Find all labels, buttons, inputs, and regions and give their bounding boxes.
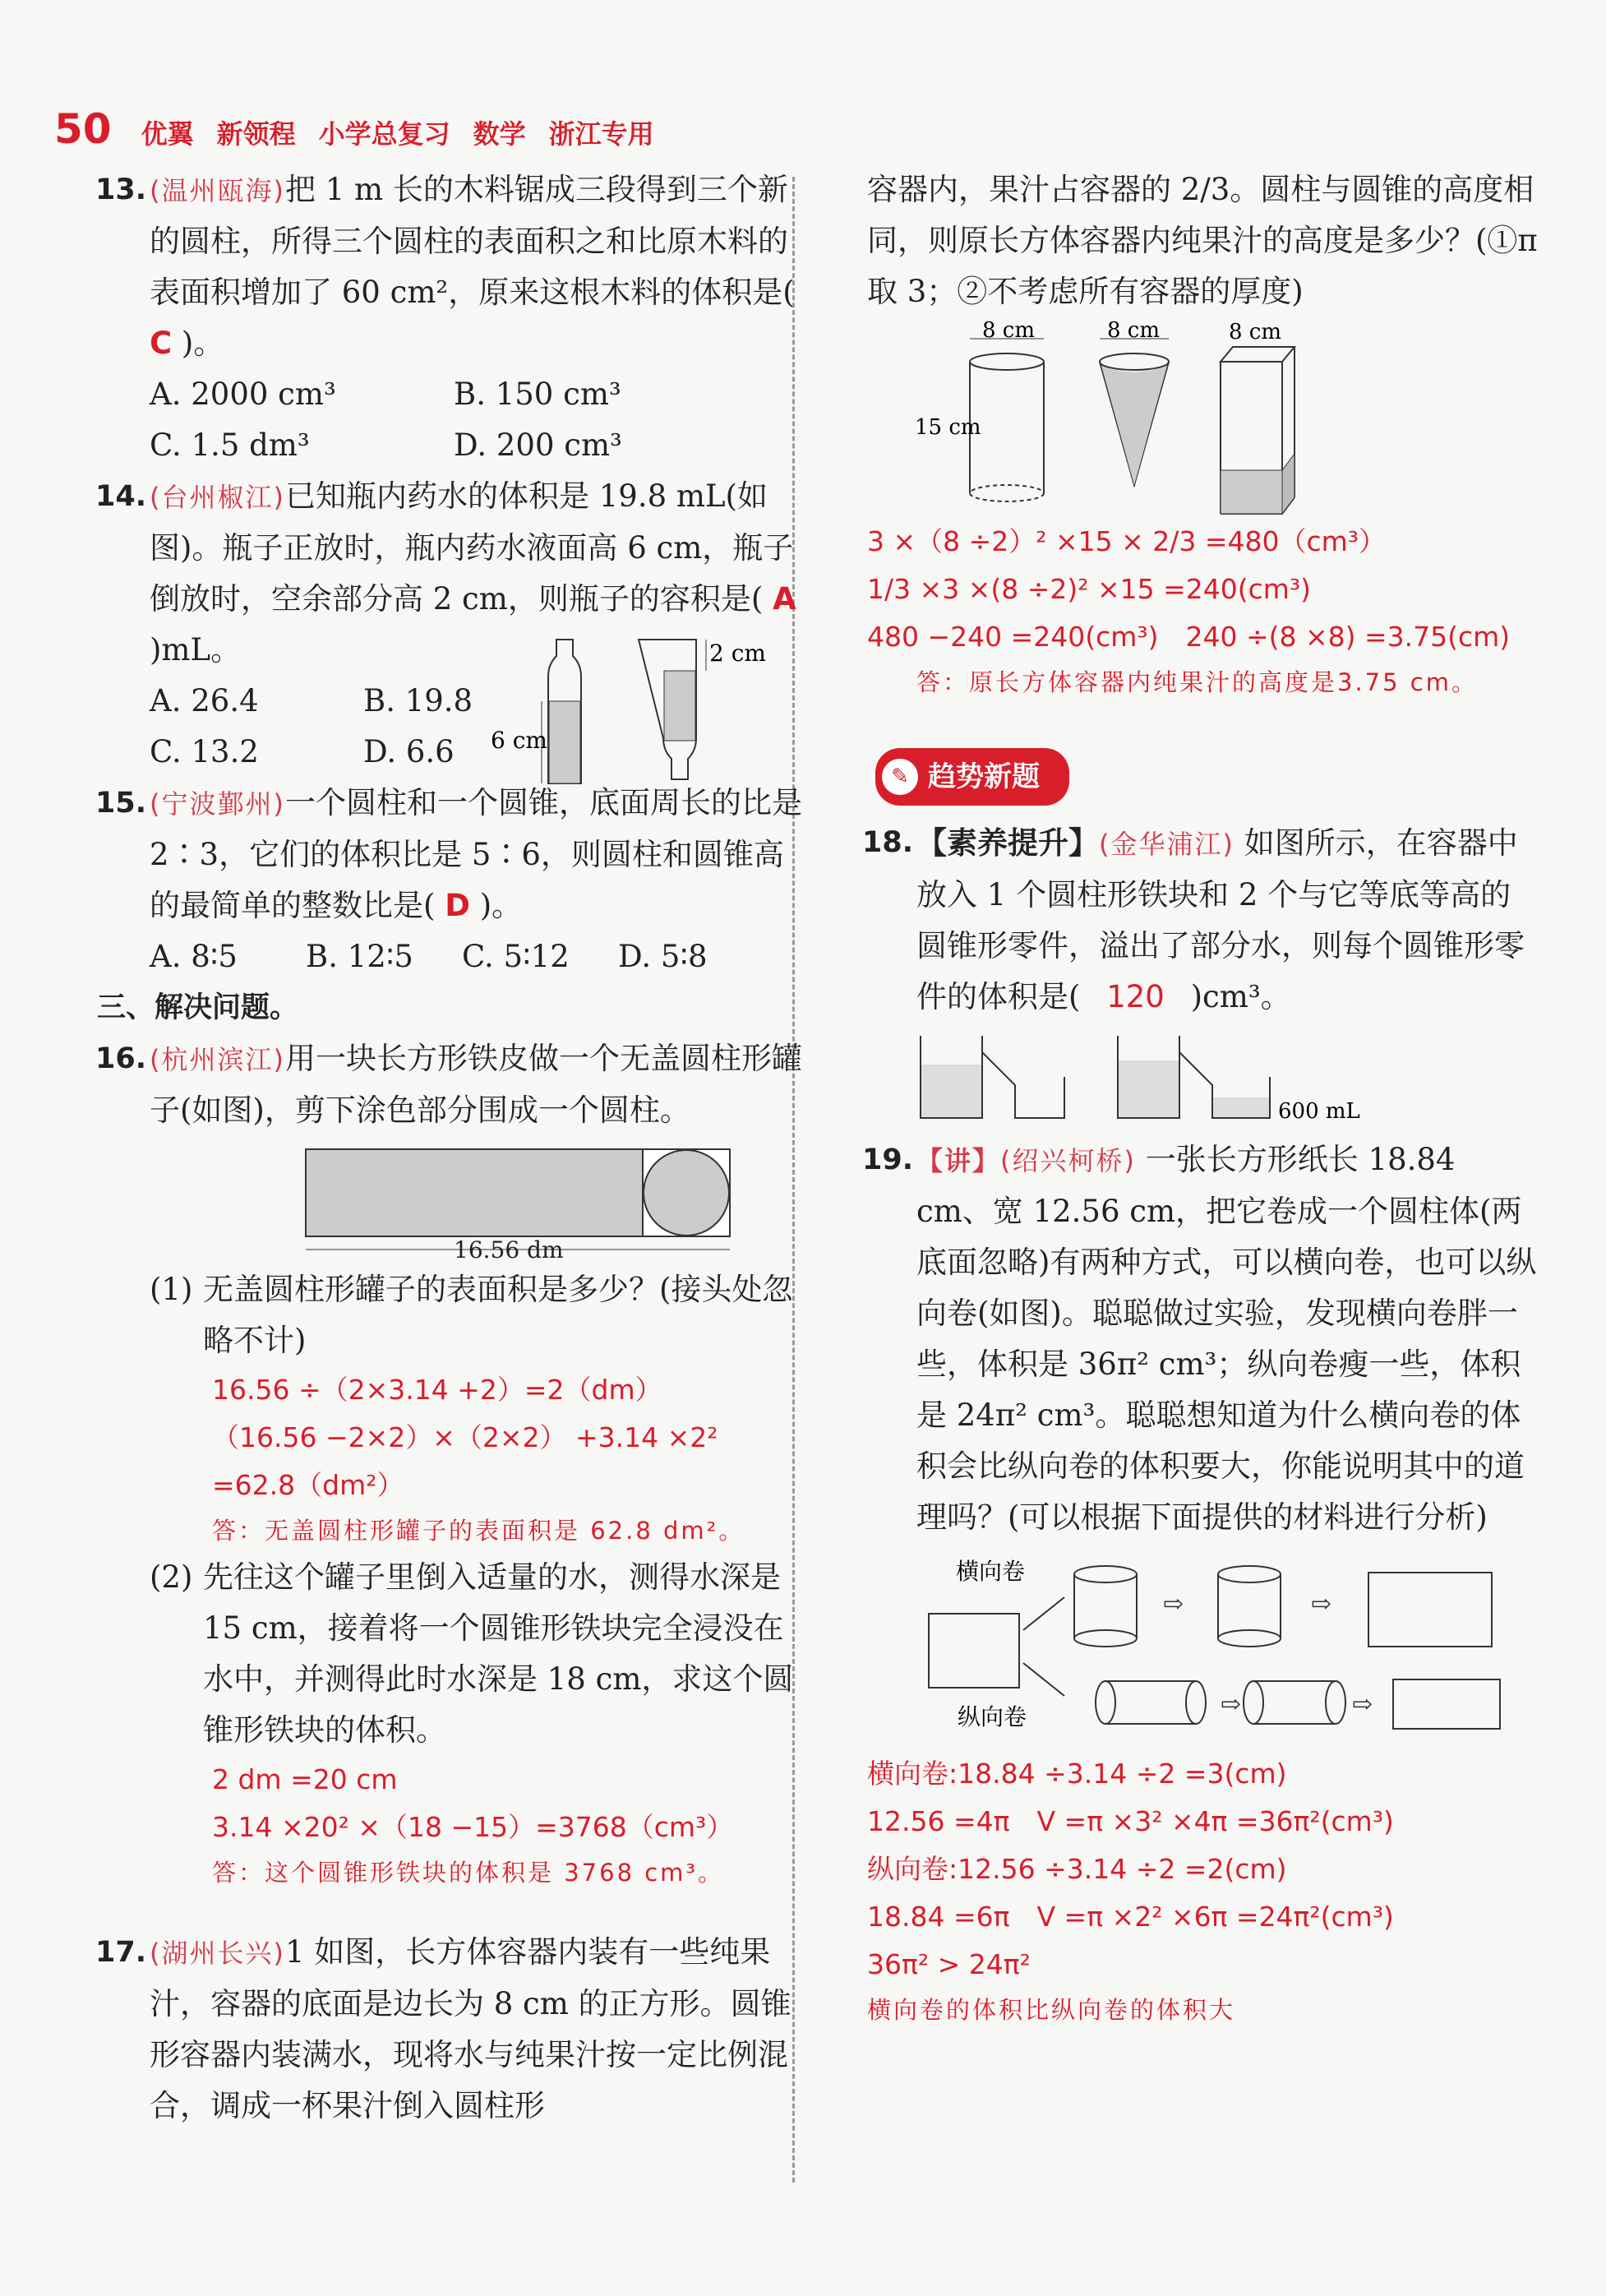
overflow-figure xyxy=(916,1028,1377,1126)
question-17-continued: 容器内，果汁占容器的 2/3。圆柱与圆锥的高度相同，则原长方体容器内纯果汁的高度是多少？(①π 取 3；②不考虑所有容器的厚度) xyxy=(867,172,1538,309)
bottle-figure xyxy=(491,631,795,788)
question-number: 19. xyxy=(862,1143,914,1176)
solution-line: 16.56 ÷（2×3.14 +2）=2（dm） xyxy=(212,1374,662,1406)
option-a: A. 26.4 xyxy=(150,683,259,718)
subquestion-text: 无盖圆柱形罐子的表面积是多少？(接头处忽略不计) xyxy=(203,1272,793,1358)
question-number: 17. xyxy=(95,1936,147,1969)
section-heading: 三、解决问题。 xyxy=(97,991,299,1024)
figure-label-height: 15 cm xyxy=(915,415,981,440)
option-b: B. 19.8 xyxy=(363,683,473,718)
sheet-figure xyxy=(298,1144,758,1263)
option-b: B. 150 cm³ xyxy=(454,377,621,412)
solution-line: 3.14 ×20² ×（18 −15）=3768（cm³） xyxy=(212,1811,734,1843)
answer: 120 xyxy=(1106,979,1165,1014)
question-text-end: )mL。 xyxy=(150,632,242,668)
option-a: A. 2000 cm³ xyxy=(150,377,336,412)
question-14-block xyxy=(95,471,807,778)
right-column xyxy=(862,164,1541,2031)
option-d: D. 5∶8 xyxy=(618,939,708,974)
header-item: 小学总复习 xyxy=(318,118,450,150)
question-source: (绍兴柯桥) xyxy=(1000,1145,1136,1176)
label-horizontal-roll: 横向卷 xyxy=(956,1558,1026,1585)
question-source: (湖州长兴) xyxy=(150,1938,285,1969)
question-number: 15. xyxy=(95,787,147,820)
question-number: 14. xyxy=(95,480,147,513)
solution-line: =62.8（dm²） xyxy=(212,1469,404,1501)
options xyxy=(100,369,807,420)
solution-line: 18.84 =6π V =π ×2² ×6π =24π²(cm³) xyxy=(867,1901,1394,1933)
solution-line: 36π² > 24π² xyxy=(867,1948,1031,1980)
trend-badge-pill xyxy=(875,748,1069,806)
trend-badge xyxy=(875,748,1541,806)
question-tag: 【讲】 xyxy=(916,1145,1001,1176)
subquestion-2 xyxy=(100,1552,807,1756)
option-c: C. 1.5 dm³ xyxy=(150,427,310,463)
question-number: 18. xyxy=(862,826,914,859)
trend-badge-label: 趋势新题 xyxy=(928,760,1040,793)
answer-sentence: 横向卷的体积比纵向卷的体积大 xyxy=(867,1996,1236,2024)
solution-line: 12.56 =4π V =π ×3² ×4π =36π²(cm³) xyxy=(867,1805,1394,1837)
option-c: C. 5∶12 xyxy=(462,939,570,974)
figure-label-6cm: 6 cm xyxy=(491,727,547,754)
question-13 xyxy=(95,164,807,369)
figure-label-length: 16.56 dm xyxy=(454,1236,564,1263)
question-source: (宁波鄞州) xyxy=(150,788,285,820)
answer: A xyxy=(773,581,796,617)
question-text: 已知瓶内药水的体积是 19.8 mL(如图)。瓶子正放时，瓶内药水液面高 6 cm，瓶子倒放时，空余部分高 2 cm，则瓶子的容积是( xyxy=(150,478,794,617)
book-icon: ✎ xyxy=(882,759,918,795)
solution-line: 横向卷:18.84 ÷3.14 ÷2 =3(cm) xyxy=(867,1758,1287,1790)
figure-label-box-side: 8 cm xyxy=(1229,320,1282,344)
figure-label-cone-diameter: 8 cm xyxy=(1107,318,1161,343)
page-number: 50 xyxy=(54,105,112,153)
question-tag: 【素养提升】 xyxy=(916,825,1099,861)
question-18 xyxy=(862,817,1541,1023)
question-text: 用一块长方形铁皮做一个无盖圆柱形罐子(如图)，剪下涂色部分围成一个圆柱。 xyxy=(150,1041,802,1128)
question-16 xyxy=(95,1033,807,1136)
figure-label-volume: 600 mL xyxy=(1278,1099,1360,1124)
question-text: 1 如图，长方体容器内装有一些纯果汁，容器的底面是边长为 8 cm 的正方形。圆锥形容器内装满水，现将水与纯果汁按一定比例混合，调成一杯果汁倒入圆柱形 xyxy=(150,1934,791,2123)
question-text: 如图所示，在容器中放入 1 个圆柱形铁块和 2 个与它等底等高的圆锥形零件，溢出了部分水，则每个圆锥形零件的体积是( xyxy=(916,825,1525,1014)
containers-figure xyxy=(915,318,1442,518)
answer: C xyxy=(150,326,173,361)
question-number: 13. xyxy=(95,173,147,206)
header-item: 新领程 xyxy=(216,118,296,150)
solution-line: 2 dm =20 cm xyxy=(212,1763,398,1795)
option-c: C. 13.2 xyxy=(150,734,259,769)
option-b: B. 12∶5 xyxy=(306,939,413,974)
svg-text:⇨: ⇨ xyxy=(1311,1590,1332,1619)
answer-sentence: 答：原长方体容器内纯果汁的高度是3.75 cm。 xyxy=(916,668,1478,696)
question-text-end: )cm³。 xyxy=(1190,979,1291,1014)
question-source: (金华浦江) xyxy=(1099,829,1234,860)
option-d: D. 6.6 xyxy=(363,734,455,769)
header-item: 浙江专用 xyxy=(548,118,654,150)
question-text-end: )。 xyxy=(479,888,523,923)
question-15 xyxy=(95,778,807,931)
solution-line: 纵向卷:12.56 ÷3.14 ÷2 =2(cm) xyxy=(867,1853,1287,1885)
header-item: 数学 xyxy=(473,118,526,150)
option-a: A. 8∶5 xyxy=(150,939,238,974)
answer-sentence: 答：无盖圆柱形罐子的表面积是 62.8 dm²。 xyxy=(212,1517,745,1545)
solution-line: （16.56 −2×2）×（2×2） +3.14 ×2² xyxy=(212,1421,718,1453)
question-source: (温州瓯海) xyxy=(150,175,285,206)
options xyxy=(100,931,807,982)
question-source: (杭州滨江) xyxy=(150,1044,285,1075)
figure-label-2cm: 2 cm xyxy=(709,640,766,667)
svg-text:⇨: ⇨ xyxy=(1221,1690,1242,1719)
answer-sentence: 答：这个圆锥形铁块的体积是 3768 cm³。 xyxy=(212,1859,725,1887)
question-source: (台州椒江) xyxy=(150,482,285,513)
solution-line: 3 ×（8 ÷2）² ×15 × 2/3 =480（cm³） xyxy=(867,525,1387,557)
svg-text:⇨: ⇨ xyxy=(1163,1590,1184,1619)
subquestion-number: (2) xyxy=(150,1559,193,1595)
subquestion-number: (1) xyxy=(150,1272,193,1307)
left-column xyxy=(95,164,807,2132)
figure-label-cylinder-diameter: 8 cm xyxy=(982,318,1036,343)
solution-line: 480 −240 =240(cm³) 240 ÷(8 ×8) =3.75(cm) xyxy=(867,621,1511,653)
rolling-figure xyxy=(925,1556,1549,1745)
question-text: 一个圆柱和一个圆锥，底面周长的比是 2∶3，它们的体积比是 5∶6，则圆柱和圆锥高的最简单的整数比是( xyxy=(150,785,802,923)
question-number: 16. xyxy=(95,1042,147,1075)
subquestion-text: 先往这个罐子里倒入适量的水，测得水深是 15 cm，接着将一个圆锥形铁块完全浸没在水中，并测得此时水深是 18 cm，求这个圆锥形铁块的体积。 xyxy=(203,1559,794,1748)
solution-16-2 xyxy=(100,1756,807,1894)
label-vertical-roll: 纵向卷 xyxy=(958,1703,1027,1730)
question-text: 把 1 m 长的木料锯成三段得到三个新的圆柱，所得三个圆柱的表面积之和比原木料的表面积增加了 60 cm²，原来这根木料的体积是( xyxy=(150,172,795,310)
svg-text:⇨: ⇨ xyxy=(1352,1690,1373,1719)
page-header xyxy=(54,105,654,153)
question-19 xyxy=(862,1134,1541,1543)
question-17 xyxy=(95,1927,807,2132)
option-d: D. 200 cm³ xyxy=(454,427,622,463)
solution-16-1 xyxy=(100,1366,807,1552)
question-text: 一张长方形纸长 18.84 cm、宽 12.56 cm，把它卷成一个圆柱体(两底面忽略)有两种方式，可以横向卷，也可以纵向卷(如图)。聪聪做过实验，发现横向卷胖一些，体积是 36π² cm³；纵向卷瘦一些，体积是 24π² cm³。聪聪想知道为什么横向卷的体积会比纵向卷的体积要大，你能说明其中的道理吗？(可以根据下面提供的材料进行分析) xyxy=(916,1142,1537,1535)
question-text-end: )。 xyxy=(181,326,224,361)
subquestion-1 xyxy=(100,1264,807,1366)
header-item: 优翼 xyxy=(141,118,194,150)
solution-line: 1/3 ×3 ×(8 ÷2)² ×15 =240(cm³) xyxy=(867,573,1312,605)
options xyxy=(100,420,807,471)
answer: D xyxy=(445,888,470,923)
